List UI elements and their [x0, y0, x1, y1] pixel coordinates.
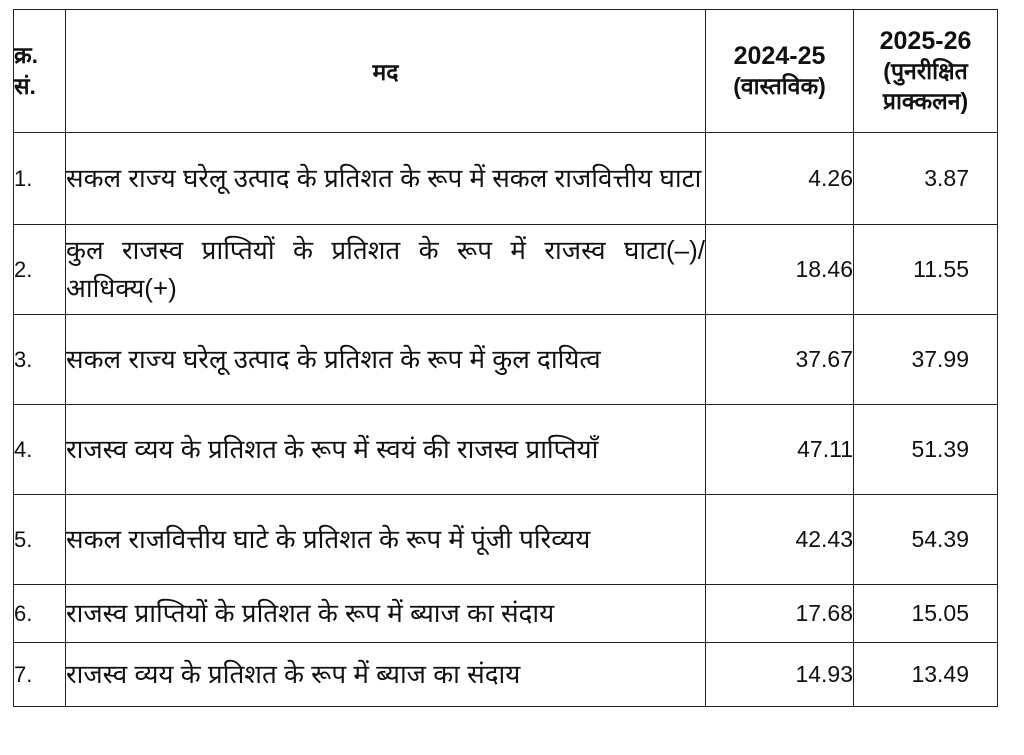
row-value-2024-25: 42.43 [706, 495, 854, 585]
row-value-2024-25: 17.68 [706, 585, 854, 643]
table-row [14, 315, 998, 405]
fiscal-indicators-table-container [13, 9, 998, 707]
row-serial-number: 5. [14, 495, 66, 585]
row-serial-number: 6. [14, 585, 66, 643]
row-item: सकल राज्य घरेलू उत्पाद के प्रतिशत के रूप में सकल राजवित्तीय घाटा [66, 133, 706, 225]
row-item: कुल राजस्व प्राप्तियों के प्रतिशत के रूप में राजस्व घाटा(–)/आधिक्य(+) [66, 225, 706, 315]
header-serial-number: क्र. सं. [14, 10, 66, 133]
header-year-2025-26-sub: (पुनरीक्षित प्राक्कलन) [882, 58, 969, 115]
row-value-2025-26: 54.39 [854, 495, 998, 585]
table-row [14, 495, 998, 585]
table-row [14, 225, 998, 315]
row-item: राजस्व व्यय के प्रतिशत के रूप में स्वयं की राजस्व प्राप्तियाँ [66, 405, 706, 495]
row-value-2025-26: 37.99 [854, 315, 998, 405]
row-value-2025-26: 51.39 [854, 405, 998, 495]
row-value-2025-26: 3.87 [854, 133, 998, 225]
row-value-2025-26: 15.05 [854, 585, 998, 643]
header-year-2024-25 [706, 10, 854, 133]
row-item: सकल राजवित्तीय घाटे के प्रतिशत के रूप में पूंजी परिव्यय [66, 495, 706, 585]
table-row [14, 643, 998, 707]
row-value-2025-26: 13.49 [854, 643, 998, 707]
row-value-2025-26: 11.55 [854, 225, 998, 315]
row-value-2024-25: 18.46 [706, 225, 854, 315]
table-row [14, 405, 998, 495]
row-value-2024-25: 4.26 [706, 133, 854, 225]
row-serial-number: 4. [14, 405, 66, 495]
table-header-row [14, 10, 998, 133]
header-year-2024-25-label: 2024-25 [733, 41, 826, 70]
row-serial-number: 7. [14, 643, 66, 707]
table-row [14, 133, 998, 225]
table-row [14, 585, 998, 643]
row-value-2024-25: 14.93 [706, 643, 854, 707]
row-item: सकल राज्य घरेलू उत्पाद के प्रतिशत के रूप में कुल दायित्व [66, 315, 706, 405]
header-year-2024-25-sub: (वास्तविक) [733, 73, 826, 100]
row-value-2024-25: 47.11 [706, 405, 854, 495]
header-item: मद [66, 10, 706, 133]
row-serial-number: 2. [14, 225, 66, 315]
header-year-2025-26-label: 2025-26 [879, 26, 972, 55]
row-item: राजस्व व्यय के प्रतिशत के रूप में ब्याज का संदाय [66, 643, 706, 707]
row-serial-number: 3. [14, 315, 66, 405]
row-value-2024-25: 37.67 [706, 315, 854, 405]
header-year-2025-26 [854, 10, 998, 133]
row-item: राजस्व प्राप्तियों के प्रतिशत के रूप में ब्याज का संदाय [66, 585, 706, 643]
fiscal-indicators-table [13, 9, 998, 707]
row-serial-number: 1. [14, 133, 66, 225]
